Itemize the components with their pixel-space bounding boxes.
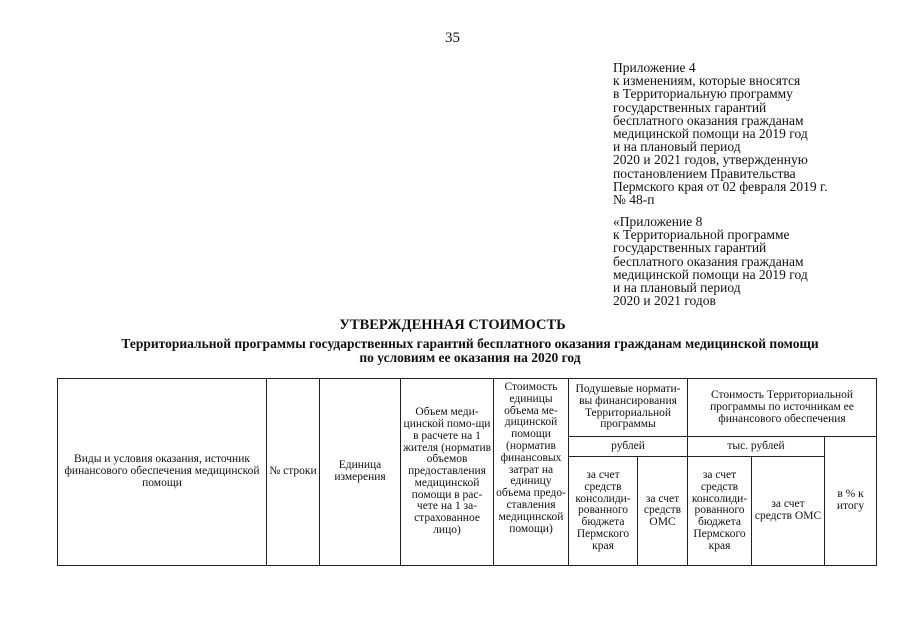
appendix-4-line: к изменениям, которые вносятся [613, 73, 801, 89]
appendix-8-line: медицинской помощи на 2019 год [613, 266, 808, 282]
subtitle-line-2: по условиям ее оказания на 2020 год [359, 350, 581, 365]
header-thousand-oms: за счет средств ОМС [752, 457, 825, 566]
appendix-4-line: медицинской помощи на 2019 год [613, 126, 808, 142]
document-subtitle [40, 337, 900, 365]
header-per-capita-standards: Подушевые нормати-вы финансирования Территориальной программы [569, 379, 688, 437]
header-unit-cost: Стоимость единицы объема ме-дицинской помощи (норматив финансовых затрат на единицу объема предо-ставления медицинской помощи) [494, 379, 569, 566]
appendix-8-header [613, 215, 903, 307]
header-types-of-care: Виды и условия оказания, источник финансового обеспечения медицинской помощи [58, 379, 267, 566]
appendix-4-line: Приложение 4 [613, 60, 696, 75]
header-thousand-budget: за счет средств консолиди-рованного бюджета Пермского края [688, 457, 752, 566]
appendix-4-line: государственных гарантий [613, 99, 767, 115]
appendix-4-line: в Территориальную программу [613, 86, 793, 102]
appendix-4-line: 2020 и 2021 годов, утвержденную [613, 152, 808, 168]
header-unit-rubles: рублей [569, 437, 688, 457]
page-number: 35 [445, 30, 460, 46]
appendix-8-line: государственных гарантий [613, 240, 767, 256]
appendix-4-line: Пермского края от 02 февраля 2019 г. [613, 178, 828, 194]
appendix-4-line: и на плановый период [613, 139, 741, 155]
header-unit: Единица измерения [320, 379, 401, 566]
appendix-8-line: «Приложение 8 [613, 214, 703, 229]
appendix-4-header [613, 61, 903, 206]
appendix-8-line: бесплатного оказания гражданам [613, 253, 804, 269]
header-volume-per-resident: Объем меди-цинской помо-щи в расчете на 1 жителя (норматив объемов предоставления медицинской помощи в рас-чете на 1 за-страхованное лицо) [401, 379, 494, 566]
appendix-8-line: 2020 и 2021 годов [613, 293, 716, 309]
appendix-8-line: и на плановый период [613, 280, 741, 296]
appendix-8-line: к Территориальной программе [613, 227, 790, 243]
appendix-4-line: постановлением Правительства [613, 165, 796, 181]
header-unit-thousand-rubles: тыс. рублей [688, 437, 825, 457]
appendix-4-line: бесплатного оказания гражданам [613, 112, 804, 128]
cost-table [57, 378, 877, 566]
header-percent-of-total: в % к итогу [825, 437, 877, 566]
header-program-cost: Стоимость Территориальной программы по источникам ее финансового обеспечения [688, 379, 877, 437]
appendix-4-line: № 48-п [613, 192, 655, 208]
document-title: УТВЕРЖДЕННАЯ СТОИМОСТЬ [339, 317, 566, 333]
header-rubles-oms: за счет средств ОМС [638, 457, 688, 566]
subtitle-line-1: Территориальной программы государственных гарантий бесплатного оказания гражданам медицинской помощи [121, 336, 819, 351]
header-row-number: № строки [267, 379, 320, 566]
header-rubles-budget: за счет средств консолиди-рованного бюджета Пермского края [569, 457, 638, 566]
